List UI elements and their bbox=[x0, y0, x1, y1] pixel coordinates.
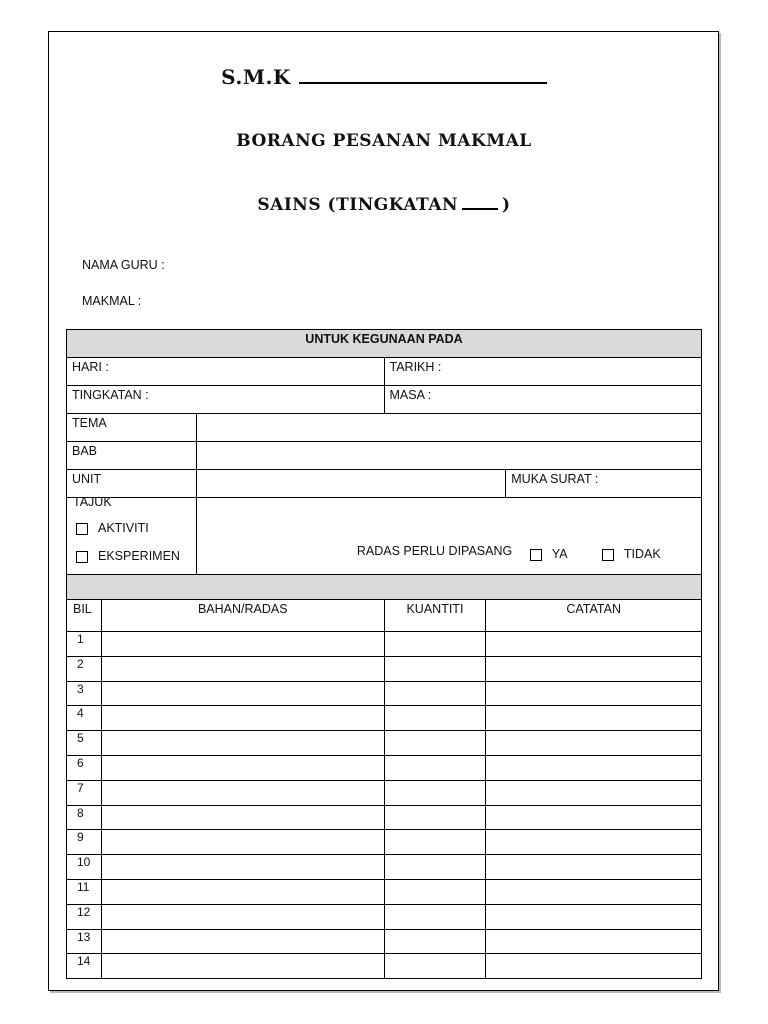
hari-field[interactable]: HARI : bbox=[67, 358, 385, 386]
tingkatan-field[interactable]: TINGKATAN : bbox=[67, 386, 385, 414]
catatan-cell[interactable] bbox=[486, 855, 702, 880]
bahan-radas-cell[interactable] bbox=[101, 904, 384, 929]
tingkatan-blank[interactable] bbox=[462, 194, 498, 210]
tajuk-field[interactable] bbox=[196, 498, 701, 575]
kuantiti-cell[interactable] bbox=[384, 879, 486, 904]
radas-perlu-label: RADAS PERLU DIPASANG bbox=[356, 544, 513, 558]
table-row bbox=[67, 706, 702, 731]
bahan-radas-cell[interactable] bbox=[101, 954, 384, 979]
col-bahan-radas: BAHAN/RADAS bbox=[101, 600, 384, 632]
kuantiti-cell[interactable] bbox=[384, 904, 486, 929]
catatan-cell[interactable] bbox=[486, 805, 702, 830]
row-number: 7 bbox=[67, 780, 102, 805]
muka-surat-field[interactable]: MUKA SURAT : bbox=[506, 470, 702, 498]
row-number: 11 bbox=[67, 879, 102, 904]
tidak-label: TIDAK bbox=[623, 547, 661, 561]
bahan-radas-cell[interactable] bbox=[101, 929, 384, 954]
row-number: 1 bbox=[67, 632, 102, 657]
table-row bbox=[67, 830, 702, 855]
table-row bbox=[67, 656, 702, 681]
table-row bbox=[67, 755, 702, 780]
usage-info-table bbox=[66, 329, 702, 600]
masa-field[interactable]: MASA : bbox=[384, 386, 701, 414]
nama-guru-label: NAMA GURU : bbox=[82, 258, 165, 272]
school-name-line bbox=[0, 64, 768, 89]
row-number: 3 bbox=[67, 681, 102, 706]
kuantiti-cell[interactable] bbox=[384, 929, 486, 954]
unit-field[interactable] bbox=[196, 470, 505, 498]
catatan-cell[interactable] bbox=[486, 954, 702, 979]
items-header-row bbox=[67, 600, 702, 632]
catatan-cell[interactable] bbox=[486, 904, 702, 929]
catatan-cell[interactable] bbox=[486, 681, 702, 706]
kuantiti-cell[interactable] bbox=[384, 681, 486, 706]
tidak-option[interactable] bbox=[602, 547, 661, 561]
tema-field[interactable] bbox=[196, 414, 701, 442]
table-row bbox=[67, 632, 702, 657]
catatan-cell[interactable] bbox=[486, 706, 702, 731]
unit-label: UNIT bbox=[67, 470, 197, 498]
school-prefix: S.M.K bbox=[221, 65, 291, 89]
col-catatan: CATATAN bbox=[486, 600, 702, 632]
subject-line bbox=[0, 194, 768, 215]
table-row bbox=[67, 954, 702, 979]
bahan-radas-cell[interactable] bbox=[101, 780, 384, 805]
row-number: 10 bbox=[67, 855, 102, 880]
table-row bbox=[67, 681, 702, 706]
subject-prefix: SAINS (TINGKATAN bbox=[257, 195, 459, 215]
gray-divider-row bbox=[67, 575, 702, 600]
ya-option[interactable] bbox=[530, 547, 568, 561]
kuantiti-cell[interactable] bbox=[384, 731, 486, 756]
catatan-cell[interactable] bbox=[486, 755, 702, 780]
checkbox-icon[interactable] bbox=[602, 549, 614, 561]
row-number: 2 bbox=[67, 656, 102, 681]
kuantiti-cell[interactable] bbox=[384, 805, 486, 830]
tema-label: TEMA bbox=[67, 414, 197, 442]
tajuk-cell bbox=[67, 495, 197, 575]
catatan-cell[interactable] bbox=[486, 830, 702, 855]
row-number: 5 bbox=[67, 731, 102, 756]
bahan-radas-cell[interactable] bbox=[101, 731, 384, 756]
kuantiti-cell[interactable] bbox=[384, 656, 486, 681]
bahan-radas-cell[interactable] bbox=[101, 830, 384, 855]
usage-heading: UNTUK KEGUNAAN PADA bbox=[67, 330, 702, 358]
bahan-radas-cell[interactable] bbox=[101, 879, 384, 904]
bab-label: BAB bbox=[67, 442, 197, 470]
kuantiti-cell[interactable] bbox=[384, 830, 486, 855]
kuantiti-cell[interactable] bbox=[384, 755, 486, 780]
row-number: 4 bbox=[67, 706, 102, 731]
bahan-radas-cell[interactable] bbox=[101, 656, 384, 681]
catatan-cell[interactable] bbox=[486, 731, 702, 756]
checkbox-icon[interactable] bbox=[76, 523, 88, 535]
checkbox-icon[interactable] bbox=[530, 549, 542, 561]
col-bil: BIL bbox=[67, 600, 102, 632]
bab-field[interactable] bbox=[196, 442, 701, 470]
bahan-radas-cell[interactable] bbox=[101, 681, 384, 706]
kuantiti-cell[interactable] bbox=[384, 780, 486, 805]
row-number: 8 bbox=[67, 805, 102, 830]
catatan-cell[interactable] bbox=[486, 780, 702, 805]
ya-label: YA bbox=[551, 547, 568, 561]
row-number: 12 bbox=[67, 904, 102, 929]
table-row bbox=[67, 855, 702, 880]
kuantiti-cell[interactable] bbox=[384, 632, 486, 657]
subject-suffix: ) bbox=[502, 195, 511, 215]
row-number: 9 bbox=[67, 830, 102, 855]
bahan-radas-cell[interactable] bbox=[101, 855, 384, 880]
kuantiti-cell[interactable] bbox=[384, 954, 486, 979]
school-name-blank[interactable] bbox=[299, 64, 547, 84]
bahan-radas-cell[interactable] bbox=[101, 805, 384, 830]
form-title: BORANG PESANAN MAKMAL bbox=[236, 131, 532, 151]
eksperimen-option[interactable] bbox=[76, 549, 180, 563]
bahan-radas-cell[interactable] bbox=[101, 706, 384, 731]
bahan-radas-cell[interactable] bbox=[101, 755, 384, 780]
checkbox-icon[interactable] bbox=[76, 551, 88, 563]
catatan-cell[interactable] bbox=[486, 879, 702, 904]
tarikh-field[interactable]: TARIKH : bbox=[384, 358, 701, 386]
table-row bbox=[67, 879, 702, 904]
table-row bbox=[67, 904, 702, 929]
kuantiti-cell[interactable] bbox=[384, 706, 486, 731]
row-number: 13 bbox=[67, 929, 102, 954]
catatan-cell[interactable] bbox=[486, 632, 702, 657]
aktiviti-label: AKTIVITI bbox=[98, 521, 149, 535]
table-row bbox=[67, 780, 702, 805]
table-row bbox=[67, 929, 702, 954]
aktiviti-option[interactable] bbox=[76, 521, 149, 535]
row-number: 14 bbox=[67, 954, 102, 979]
col-kuantiti: KUANTITI bbox=[384, 600, 486, 632]
tajuk-label: TAJUK bbox=[73, 495, 112, 509]
bahan-radas-cell[interactable] bbox=[101, 632, 384, 657]
row-number: 6 bbox=[67, 755, 102, 780]
kuantiti-cell[interactable] bbox=[384, 855, 486, 880]
items-table bbox=[66, 599, 702, 979]
table-row bbox=[67, 805, 702, 830]
catatan-cell[interactable] bbox=[486, 929, 702, 954]
makmal-label: MAKMAL : bbox=[82, 294, 142, 308]
eksperimen-label: EKSPERIMEN bbox=[98, 549, 180, 563]
table-row bbox=[67, 731, 702, 756]
catatan-cell[interactable] bbox=[486, 656, 702, 681]
